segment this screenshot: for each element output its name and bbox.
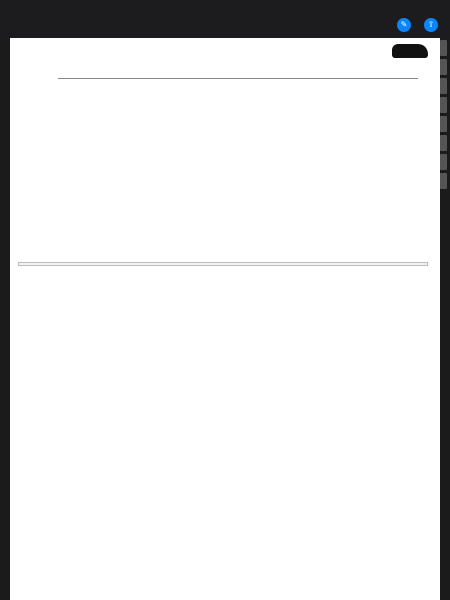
bull-icon <box>392 44 428 58</box>
thumbnail[interactable] <box>440 135 447 151</box>
header-divider <box>58 78 418 79</box>
share-icon[interactable]: ⇧ <box>424 18 438 32</box>
thumbnail[interactable] <box>440 97 447 113</box>
thumbnail[interactable] <box>440 116 447 132</box>
thumbnail[interactable] <box>440 173 447 189</box>
status-bar <box>0 0 450 12</box>
thumbnail[interactable] <box>440 154 447 170</box>
percentile-chart <box>68 396 408 600</box>
markup-icon[interactable]: ✎ <box>397 18 411 32</box>
pdf-page[interactable] <box>10 38 440 600</box>
percentile-chart-svg <box>68 396 408 600</box>
thumbnail[interactable] <box>440 40 447 56</box>
ebv-tables <box>18 262 428 272</box>
thumbnail[interactable] <box>440 59 447 75</box>
angus-logo <box>388 44 432 76</box>
thumbnail[interactable] <box>440 78 447 94</box>
page-thumbnails[interactable] <box>440 40 448 192</box>
navigation-bar <box>0 12 450 38</box>
